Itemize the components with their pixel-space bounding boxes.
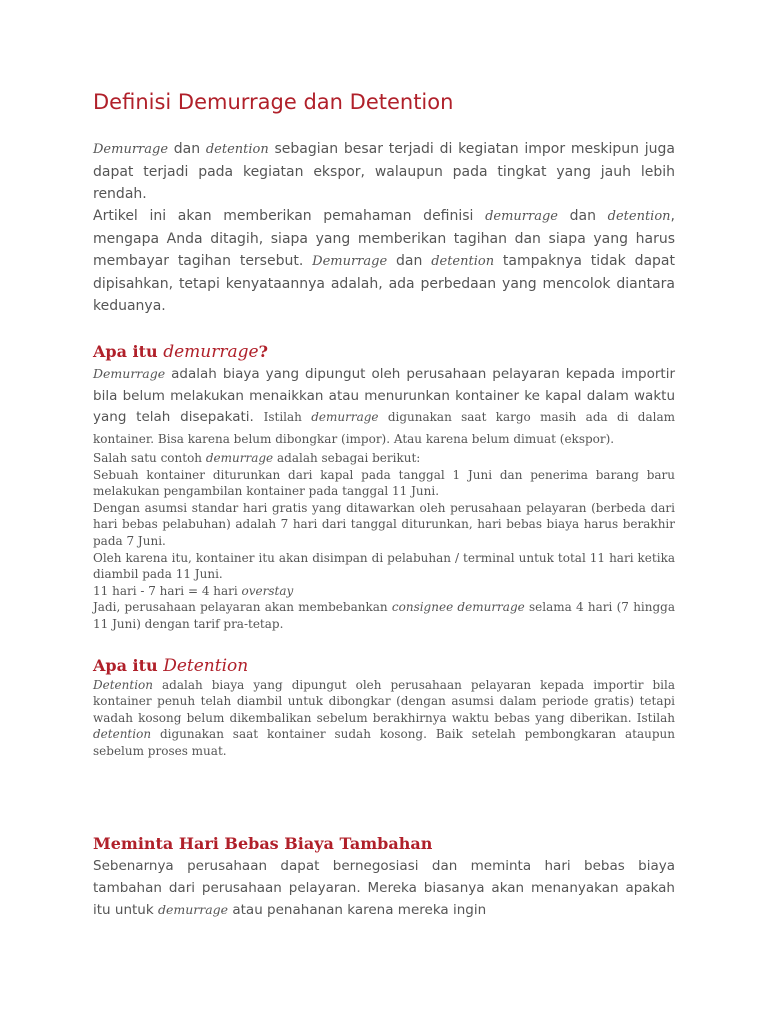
demurrage-definition bbox=[93, 363, 675, 450]
extra-free-days-paragraph bbox=[93, 855, 675, 921]
example-intro bbox=[93, 450, 675, 467]
overstay-calculation bbox=[93, 583, 675, 600]
text-run: , mengapa Anda ditagih, siapa yang memberikan tagihan dan siapa yang harus membayar tagihan tersebut. bbox=[93, 208, 675, 269]
text-run: Artikel ini akan memberikan pemahaman definisi bbox=[93, 208, 486, 224]
term-overstay: overstay bbox=[241, 583, 294, 598]
conclusion-paragraph bbox=[93, 599, 675, 632]
term-demurrage: demurrage bbox=[485, 209, 559, 224]
text-run: digunakan saat kontainer sudah kosong. Baik setelah pembongkaran ataupun sebelum proses muat. bbox=[93, 727, 675, 758]
term-detention: detention bbox=[205, 142, 269, 157]
heading-term: demurrage bbox=[163, 342, 259, 362]
text-run: tampaknya tidak dapat dipisahkan, tetapi kenyataannya adalah, ada perbedaan yang mencolok diantara keduanya. bbox=[93, 253, 675, 314]
term-demurrage: Demurrage bbox=[93, 142, 169, 157]
text-run: adalah biaya yang dipungut oleh perusahaan pelayaran kepada importir bila kontainer penuh telah diambil untuk dibongkar (dengan asumsi dalam periode gratis) tetapi wadah kosong belum dikembalikan sebelum berakhirnya waktu bebas yang diberikan. Istilah bbox=[93, 677, 675, 725]
example-paragraph-2: Dengan asumsi standar hari gratis yang ditawarkan oleh perusahaan pelayaran (berbeda dari hari bebas pelabuhan) adalah 7 hari dari tanggal diturunkan, hari bebas biaya harus berakhir pada 7 Juni. bbox=[93, 500, 675, 548]
term-demurrage: demurrage bbox=[157, 901, 229, 917]
document-page bbox=[93, 88, 675, 921]
term-demurrage: demurrage bbox=[205, 451, 274, 465]
text-run: apakah itu untuk bbox=[93, 879, 675, 918]
text-run: dan bbox=[558, 208, 608, 224]
example-paragraph-1: Sebuah kontainer diturunkan dari kapal pada tanggal 1 Juni dan penerima barang baru melakukan pengambilan kontainer pada tanggal 11 Juni. bbox=[93, 467, 675, 499]
text-run: 11 hari - 7 hari = 4 hari bbox=[93, 583, 242, 598]
page-title: Definisi Demurrage dan Detention bbox=[93, 90, 454, 114]
text-run: Istilah bbox=[263, 410, 312, 424]
term-detention: detention bbox=[431, 254, 495, 269]
text-run: Jadi, perusahaan pelayaran akan membebankan bbox=[93, 600, 392, 615]
text-run: sebagian besar terjadi di kegiatan impor meskipun juga dapat terjadi pada kegiatan ekspor, walaupun pada tingkat yang jauh lebih rendah. bbox=[93, 141, 675, 202]
heading-text: ? bbox=[258, 342, 268, 361]
term-detention: detention bbox=[607, 209, 671, 224]
term-detention: Detention bbox=[93, 677, 153, 692]
example-paragraph-3: Oleh karena itu, kontainer itu akan disimpan di pelabuhan / terminal untuk total 11 hari ketika diambil pada 11 Juni. bbox=[93, 550, 675, 582]
text-run: Sebenarnya perusahaan dapat bernegosiasi dan meminta hari bebas biaya tambahan dari perusahaan pelayaran. Mereka biasanya akan menanyakan bbox=[93, 857, 675, 896]
text-run: selama 4 hari (7 hingga 11 Juni) dengan tarif pra-tetap. bbox=[93, 600, 675, 631]
text-run: Salah satu contoh bbox=[93, 451, 206, 465]
heading-term: Detention bbox=[163, 655, 249, 676]
term-demurrage: demurrage bbox=[311, 410, 379, 424]
term-demurrage: Demurrage bbox=[312, 254, 388, 269]
text-run: atau penahanan karena mereka ingin bbox=[228, 901, 487, 918]
text-run: digunakan saat kargo masih ada di dalam kontainer. Bisa karena belum dibongkar (impor). Atau karena belum dimuat (ekspor). bbox=[93, 410, 676, 446]
detention-definition bbox=[93, 677, 675, 760]
text-run: dan bbox=[168, 141, 206, 157]
heading-text: Apa itu bbox=[93, 655, 164, 675]
text-run: adalah biaya yang dipungut oleh perusahaan pelayaran kepada importir bila belum melakukan menaikkan atau menurunkan kontainer ke kapal dalam waktu yang telah disepakati. bbox=[93, 366, 675, 425]
heading-demurrage bbox=[93, 341, 675, 363]
term-consignee-demurrage: consignee demurrage bbox=[391, 600, 525, 615]
heading-extra-free-days: Meminta Hari Bebas Biaya Tambahan bbox=[93, 833, 433, 853]
heading-text: Apa itu bbox=[93, 342, 164, 361]
heading-detention bbox=[93, 655, 675, 677]
term-detention: detention bbox=[93, 727, 152, 742]
term-demurrage: Demurrage bbox=[93, 366, 166, 381]
text-run: dan bbox=[387, 253, 432, 269]
text-run: adalah sebagai berikut: bbox=[273, 451, 421, 465]
intro-paragraph-1 bbox=[93, 138, 675, 205]
intro-paragraph-2 bbox=[93, 205, 675, 317]
